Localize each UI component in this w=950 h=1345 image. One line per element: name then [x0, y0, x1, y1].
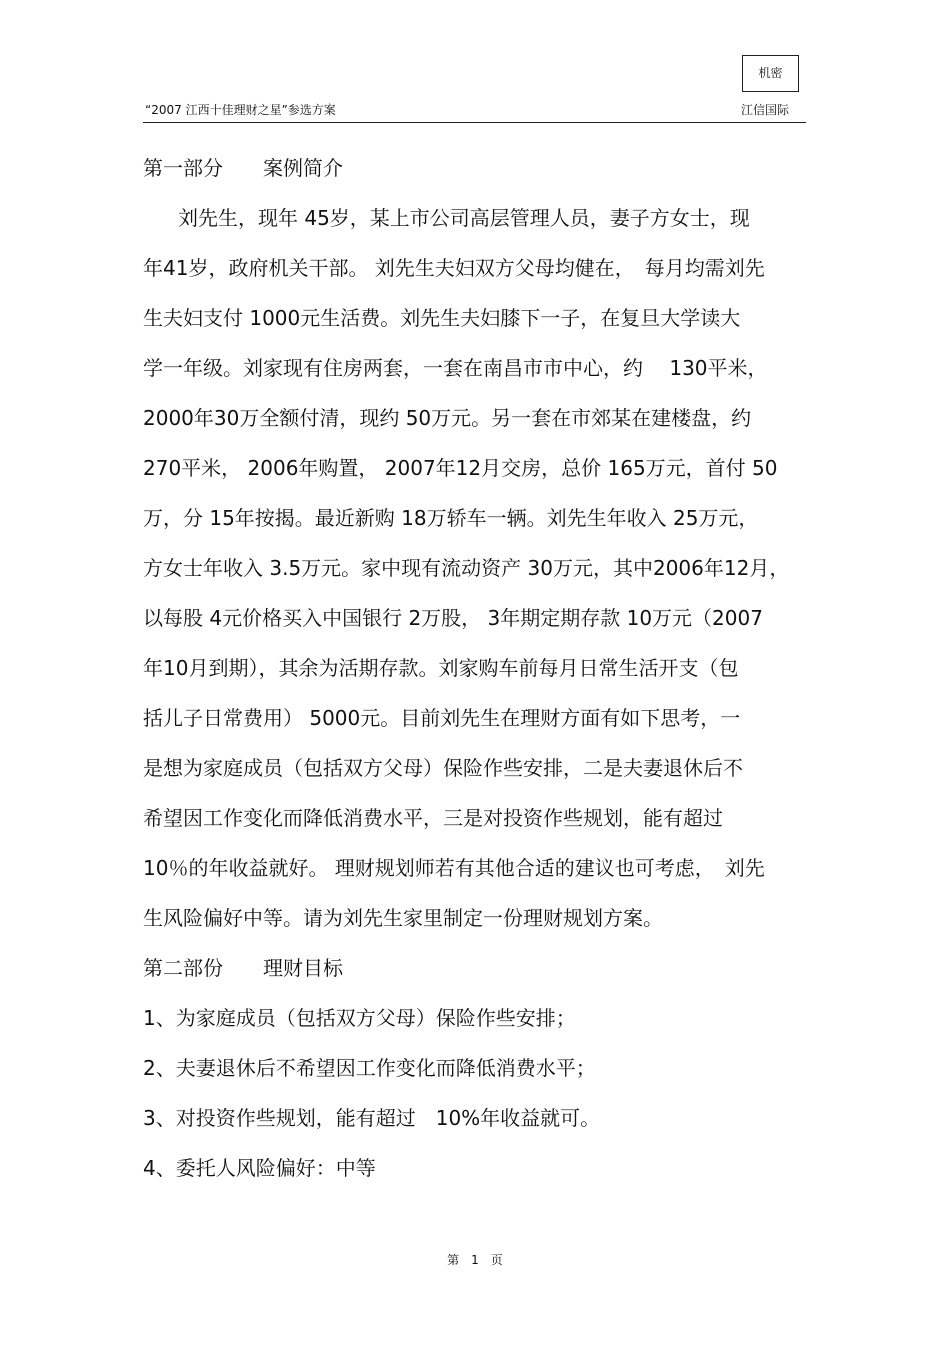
paragraph-line: 年41岁，政府机关干部。 刘先生夫妇双方父母均健在， 每月均需刘先	[143, 256, 765, 280]
paragraph-line: 学一年级。刘家现有住房两套，一套在南昌市市中心，约 130平米，	[143, 356, 768, 380]
paragraph-line: 10％的年收益就好。 理财规划师若有其他合适的建议也可考虑， 刘先	[143, 856, 765, 880]
paragraph-line: 万，分 15年按揭。最近新购 18万轿车一辆。刘先生年收入 25万元，	[143, 506, 759, 530]
header-org: 江信国际	[741, 103, 790, 117]
document-body	[143, 150, 808, 1200]
page-number: 第 1 页	[447, 1253, 503, 1267]
goal-item: 3、对投资作些规划，能有超过 10%年收益就可。	[143, 1106, 601, 1130]
goal-item: 4、委托人风险偏好：中等	[143, 1156, 376, 1180]
paragraph-line: 年10月到期），其余为活期存款。刘家购车前每月日常生活开支（包	[143, 656, 739, 680]
goal-item: 2、夫妻退休后不希望因工作变化而降低消费水平；	[143, 1056, 596, 1080]
paragraph-line: 以每股 4元价格买入中国银行 2万股， 3年期定期存款 10万元（2007	[143, 606, 763, 630]
paragraph-line: 刘先生，现年 45岁，某上市公司高层管理人员，妻子方女士，现	[178, 206, 750, 230]
paragraph-line: 生夫妇支付 1000元生活费。刘先生夫妇膝下一子，在复旦大学读大	[143, 306, 741, 330]
section-heading-1: 第一部分 案例简介	[143, 156, 343, 180]
confidential-stamp: 机密	[742, 55, 799, 92]
paragraph-line: 希望因工作变化而降低消费水平，三是对投资作些规划，能有超过	[143, 806, 723, 830]
paragraph-line: 生风险偏好中等。请为刘先生家里制定一份理财规划方案。	[143, 906, 663, 930]
paragraph-line: 是想为家庭成员（包括双方父母）保险作些安排，二是夫妻退休后不	[143, 756, 743, 780]
section-heading-2: 第二部份 理财目标	[143, 956, 343, 980]
paragraph-line: 方女士年收入 3.5万元。家中现有流动资产 30万元，其中2006年12月，	[143, 556, 790, 580]
header-rule	[143, 122, 806, 123]
paragraph-line: 270平米， 2006年购置， 2007年12月交房，总价 165万元，首付 50	[143, 456, 778, 480]
header-title: “2007 江西十佳理财之星”参选方案	[145, 103, 336, 117]
paragraph-line: 括儿子日常费用） 5000元。目前刘先生在理财方面有如下思考，一	[143, 706, 741, 730]
paragraph-line: 2000年30万全额付清，现约 50万元。另一套在市郊某在建楼盘，约	[143, 406, 752, 430]
goal-item: 1、为家庭成员（包括双方父母）保险作些安排；	[143, 1006, 576, 1030]
